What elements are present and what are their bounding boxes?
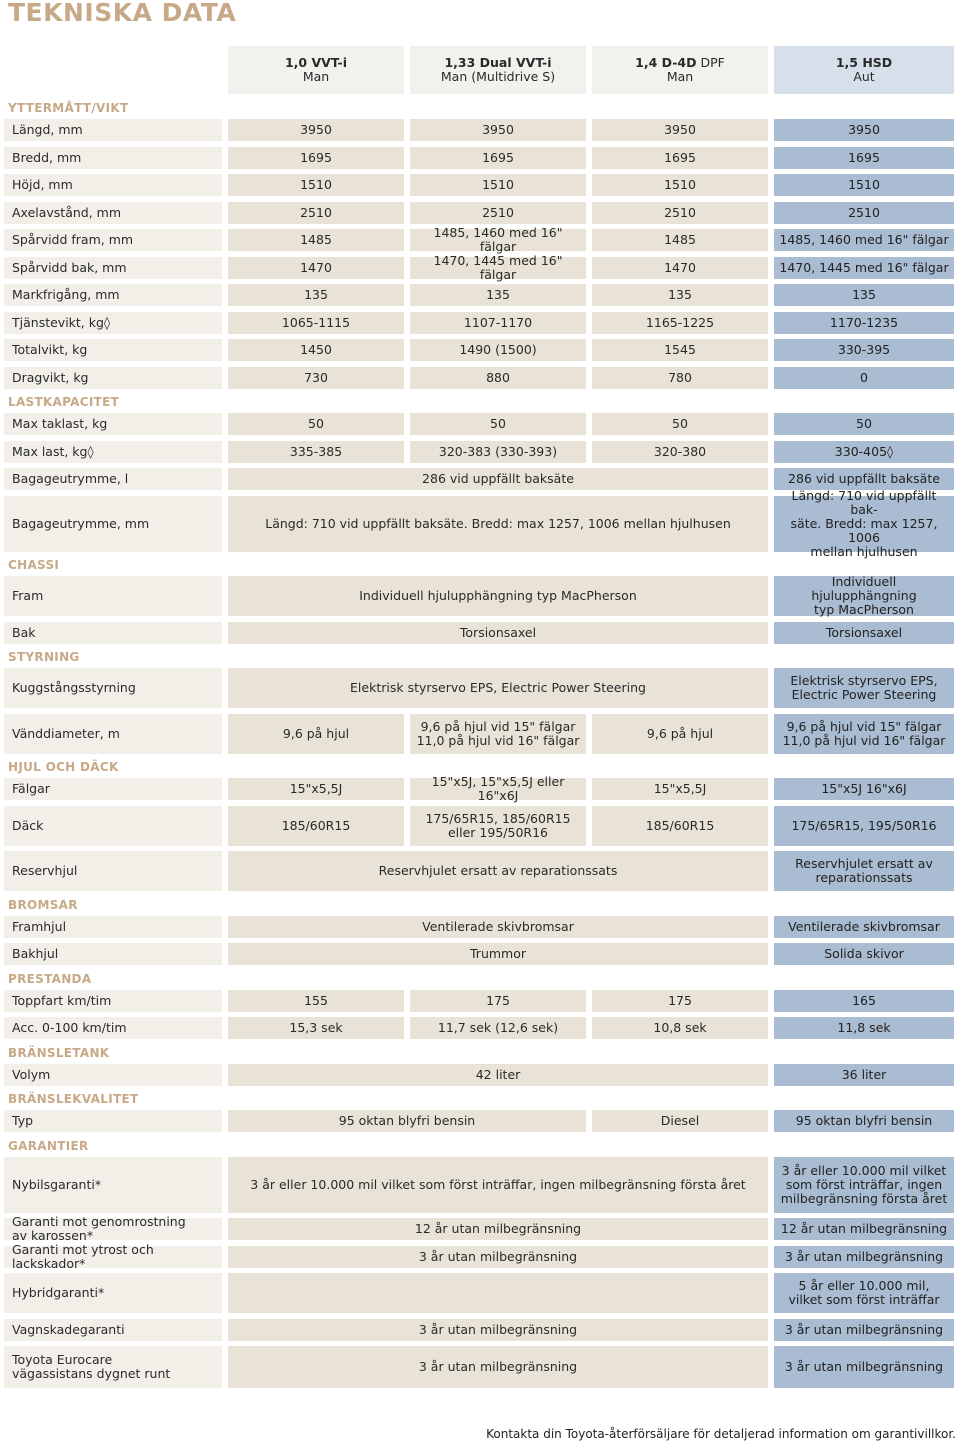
value-cell-text: 1490 (1500) <box>459 342 537 357</box>
row-label-text: Spårvidd bak, mm <box>12 259 127 275</box>
value-cell-text: 3950 <box>482 122 514 137</box>
hsd-value-cell <box>774 851 954 891</box>
row-label <box>4 284 222 306</box>
row-label-text: Garanti mot ytrost och lackskador* <box>12 1241 154 1271</box>
row-label-text: Tjänstevikt, kg◊ <box>12 314 111 330</box>
row-label <box>4 312 222 334</box>
value-cell <box>410 774 586 803</box>
value-cell <box>410 990 586 1012</box>
value-cell-text: 9,6 på hjul <box>646 725 714 741</box>
value-cell-text: 2510 <box>300 204 332 220</box>
column-header-1 <box>228 46 404 94</box>
value-cell <box>228 916 768 938</box>
column-model-name: 1,4 D-4D <box>635 55 697 70</box>
value-cell <box>228 668 768 708</box>
value-cell <box>228 1319 768 1341</box>
row-label <box>4 1017 222 1039</box>
value-cell <box>410 367 586 389</box>
value-cell <box>228 1064 768 1086</box>
hsd-value-cell-text: 36 liter <box>841 1066 887 1082</box>
row-label <box>4 668 222 708</box>
hsd-value-cell-text: Elektrisk styrservo EPS, Electric Power Steering <box>790 673 938 702</box>
hsd-value-cell <box>774 174 954 196</box>
value-cell <box>592 778 768 800</box>
section-title: HJUL OCH DÄCK <box>8 760 119 774</box>
value-cell <box>228 468 768 490</box>
value-cell-text: Reservhjulet ersatt av reparationssats <box>378 863 618 878</box>
value-cell <box>410 284 586 306</box>
hsd-value-cell <box>774 1157 954 1213</box>
value-cell <box>592 229 768 251</box>
hsd-value-cell-text: 9,6 på hjul vid 15" fälgar 11,0 på hjul vid 16" fälgar <box>782 718 946 748</box>
row-label-text: Dragvikt, kg <box>12 369 89 385</box>
hsd-value-cell <box>774 312 954 334</box>
row-label-text: Vänddiameter, m <box>12 725 120 741</box>
hsd-value-cell-text: Individuell hjulupphängning typ MacPherson <box>811 574 917 617</box>
row-label-text: Höjd, mm <box>12 177 73 192</box>
value-cell <box>228 413 404 435</box>
hsd-value-cell-text: 11,8 sek <box>837 1020 891 1035</box>
hsd-value-cell <box>774 1218 954 1240</box>
row-label <box>4 468 222 490</box>
hsd-value-cell <box>774 622 954 644</box>
value-cell-text: 3 år utan milbegränsning <box>418 1359 578 1374</box>
column-model-name: 1,0 VVT-i <box>284 55 347 70</box>
value-cell-text: Torsionsaxel <box>459 624 537 640</box>
row-label <box>4 367 222 389</box>
value-cell <box>228 119 404 141</box>
hsd-value-cell <box>774 1273 954 1313</box>
row-label <box>4 202 222 224</box>
row-label <box>4 441 222 463</box>
column-transmission: Man (Multidrive S) <box>440 69 556 84</box>
hsd-value-cell <box>774 990 954 1012</box>
value-cell <box>228 1017 404 1039</box>
row-label <box>4 496 222 552</box>
value-cell <box>228 806 404 846</box>
value-cell <box>410 252 586 282</box>
hsd-value-cell-text: 3950 <box>848 122 880 137</box>
row-label <box>4 1346 222 1388</box>
footer-note: Kontakta din Toyota-återförsäljare för detaljerad information om garantivillkor. <box>486 1427 956 1441</box>
hsd-value-cell <box>774 367 954 389</box>
column-transmission: Aut <box>853 69 875 84</box>
value-cell <box>592 806 768 846</box>
value-cell-text: 1510 <box>482 177 514 192</box>
value-cell <box>228 147 404 169</box>
hsd-value-cell-text: 330-395 <box>837 342 891 357</box>
value-cell-text: 1165-1225 <box>645 314 715 330</box>
value-cell <box>410 225 586 254</box>
value-cell-text: Elektrisk styrservo EPS, Electric Power Steering <box>350 680 646 695</box>
value-cell-text: 1695 <box>300 149 332 165</box>
value-cell-text: 880 <box>486 369 510 385</box>
section-title: BRÄNSLEKVALITET <box>8 1092 139 1106</box>
row-label-text: Hybridgaranti* <box>12 1285 105 1300</box>
value-cell <box>410 339 586 361</box>
row-label <box>4 1319 222 1341</box>
value-cell-text: 335-385 <box>289 443 343 459</box>
row-label-text: Axelavstånd, mm <box>12 204 122 220</box>
hsd-value-cell-text: 1170-1235 <box>829 314 899 330</box>
value-cell <box>592 119 768 141</box>
hsd-value-cell-text: 1510 <box>848 177 880 192</box>
section-title: LASTKAPACITET <box>8 395 120 409</box>
value-cell <box>228 257 404 279</box>
value-cell-text: 15"x5,5J <box>289 781 343 796</box>
value-cell-text: 1450 <box>300 342 332 357</box>
value-cell-text: Trummor <box>470 946 526 961</box>
hsd-value-cell <box>774 916 954 938</box>
value-cell-text: 1485 <box>664 232 696 247</box>
value-cell-text: 50 <box>308 416 324 431</box>
hsd-value-cell <box>774 1346 954 1388</box>
row-label-text: Markfrigång, mm <box>12 287 120 302</box>
column-header-2 <box>410 46 586 94</box>
row-label <box>4 1157 222 1213</box>
row-label-text: Max taklast, kg <box>12 416 108 431</box>
value-cell <box>228 441 404 463</box>
section-title: YTTERMÅTT/VIKT <box>8 101 129 115</box>
row-label-text: Fälgar <box>12 781 50 796</box>
hsd-value-cell <box>774 284 954 306</box>
hsd-value-cell <box>774 943 954 965</box>
row-label <box>4 413 222 435</box>
hsd-value-cell <box>774 257 954 279</box>
hsd-value-cell-text: 12 år utan milbegränsning <box>780 1221 948 1236</box>
row-label-text: Bagageutrymme, l <box>12 471 129 486</box>
value-cell-text: 50 <box>490 416 506 431</box>
hsd-value-cell <box>774 1246 954 1268</box>
column-header-4 <box>774 46 954 94</box>
value-cell <box>410 413 586 435</box>
hsd-value-cell <box>774 714 954 754</box>
value-cell-text: 15,3 sek <box>289 1020 343 1035</box>
value-cell <box>592 202 768 224</box>
row-label-text: Acc. 0-100 km/tim <box>12 1020 127 1035</box>
hsd-value-cell <box>774 576 954 616</box>
value-cell-text: 780 <box>668 369 692 385</box>
value-cell <box>228 990 404 1012</box>
column-model <box>444 56 551 70</box>
column-transmission: Man <box>302 69 330 84</box>
value-cell-text: 185/60R15 <box>645 817 715 833</box>
row-label-text: Totalvikt, kg <box>12 342 88 357</box>
value-cell <box>228 851 768 891</box>
row-label <box>4 943 222 965</box>
row-label-text: Bak <box>12 624 36 640</box>
row-label-text: Toyota Eurocare vägassistans dygnet runt <box>12 1352 171 1381</box>
hsd-value-cell <box>774 202 954 224</box>
hsd-value-cell-text: 1470, 1445 med 16" fälgar <box>779 259 949 275</box>
hsd-value-cell-text: 175/65R15, 195/50R16 <box>791 817 937 833</box>
value-cell <box>592 257 768 279</box>
value-cell <box>228 202 404 224</box>
row-label-text: Bakhjul <box>12 946 59 961</box>
value-cell <box>592 367 768 389</box>
hsd-value-cell <box>774 1017 954 1039</box>
column-transmission: Man <box>666 69 694 84</box>
value-cell-text: 10,8 sek <box>653 1020 707 1035</box>
value-cell <box>228 622 768 644</box>
column-model-name: 1,33 Dual VVT-i <box>444 55 552 70</box>
value-cell <box>410 312 586 334</box>
value-cell <box>228 1110 586 1132</box>
value-cell <box>228 284 404 306</box>
row-label-text: Reservhjul <box>12 863 78 878</box>
value-cell <box>592 312 768 334</box>
page-title: TEKNISKA DATA <box>8 0 237 27</box>
value-cell-text: 50 <box>672 416 688 431</box>
hsd-value-cell <box>774 441 954 463</box>
row-label-text: Fram <box>12 588 44 603</box>
hsd-value-cell-text: 50 <box>856 416 872 431</box>
value-cell <box>410 147 586 169</box>
row-label <box>4 257 222 279</box>
value-cell <box>592 284 768 306</box>
value-cell <box>592 147 768 169</box>
value-cell <box>592 174 768 196</box>
hsd-value-cell-text: 3 år utan milbegränsning <box>784 1248 944 1264</box>
row-label-text: Nybilsgaranti* <box>12 1176 102 1192</box>
value-cell-text: 3 år utan milbegränsning <box>418 1248 578 1264</box>
hsd-value-cell-text: 135 <box>852 287 876 302</box>
value-cell-text: Diesel <box>660 1113 700 1128</box>
row-label <box>4 778 222 800</box>
value-cell-text: 1485, 1460 med 16" fälgar <box>433 225 563 254</box>
section-title: CHASSI <box>8 558 60 572</box>
column-model <box>285 56 347 70</box>
value-cell-text: 286 vid uppfällt baksäte <box>422 471 574 486</box>
value-cell <box>592 714 768 754</box>
hsd-value-cell <box>774 229 954 251</box>
hsd-value-cell-text: 2510 <box>848 204 880 220</box>
row-label-text: Max last, kg◊ <box>12 443 94 459</box>
value-cell <box>228 778 404 800</box>
hsd-value-cell-text: Reservhjulet ersatt av reparationssats <box>795 856 933 885</box>
hsd-value-cell-text: Solida skivor <box>824 946 904 961</box>
hsd-value-cell-text: 3 år utan milbegränsning <box>784 1359 944 1374</box>
row-label <box>4 1110 222 1132</box>
value-cell-text: 1695 <box>664 149 696 165</box>
value-cell-text: Individuell hjulupphängning typ MacPherson <box>359 588 637 603</box>
value-cell-text: 12 år utan milbegränsning <box>414 1221 582 1236</box>
hsd-value-cell-text: 15"x5J 16"x6J <box>821 781 907 796</box>
row-label-text: Garanti mot genomrostning av karossen* <box>12 1214 186 1243</box>
value-cell-text: 3950 <box>664 122 696 137</box>
value-cell <box>592 413 768 435</box>
value-cell-text: 320-380 <box>653 443 707 459</box>
row-label <box>4 339 222 361</box>
row-label <box>4 622 222 644</box>
hsd-value-cell-text: 5 år eller 10.000 mil, vilket som först inträffar <box>788 1278 940 1307</box>
value-cell <box>410 441 586 463</box>
value-cell <box>228 367 404 389</box>
value-cell <box>592 441 768 463</box>
row-label-text: Däck <box>12 817 44 833</box>
value-cell-text: 3950 <box>300 122 332 137</box>
value-cell-text: 9,6 på hjul <box>282 725 350 741</box>
column-header-3 <box>592 46 768 94</box>
row-label <box>4 229 222 251</box>
value-cell-text: 15"x5,5J <box>653 781 707 796</box>
value-cell <box>592 1110 768 1132</box>
value-cell <box>410 806 586 846</box>
hsd-value-cell-text: 1485, 1460 med 16" fälgar <box>779 232 949 247</box>
row-label-text: Bagageutrymme, mm <box>12 515 150 531</box>
value-cell <box>228 339 404 361</box>
value-cell-text: 135 <box>304 287 328 302</box>
value-cell <box>228 714 404 754</box>
row-label <box>4 851 222 891</box>
value-cell-text: 175 <box>668 992 692 1008</box>
row-label <box>4 147 222 169</box>
hsd-value-cell <box>774 806 954 846</box>
hsd-value-cell <box>774 147 954 169</box>
value-cell-text: 1470 <box>300 259 332 275</box>
value-cell-text: 3 år utan milbegränsning <box>418 1321 578 1337</box>
row-label <box>4 714 222 754</box>
hsd-value-cell-text: Längd: 710 vid uppfällt bak- säte. Bredd: max 1257, 1006 mellan hjulhusen <box>790 487 938 559</box>
section-title: BRÄNSLETANK <box>8 1045 110 1060</box>
value-cell-text: 1695 <box>482 149 514 165</box>
value-cell <box>228 174 404 196</box>
value-cell-text: Längd: 710 vid uppfällt baksäte. Bredd: max 1257, 1006 mellan hjulhusen <box>265 515 731 531</box>
value-cell <box>228 1157 768 1213</box>
hsd-value-cell-text: 1695 <box>848 149 880 165</box>
value-cell-text: 3 år eller 10.000 mil vilket som först inträffar, ingen milbegränsning första året <box>250 1176 746 1192</box>
row-label-text: Bredd, mm <box>12 149 82 165</box>
hsd-value-cell-text: 0 <box>860 369 868 385</box>
hsd-value-cell-text: 330-405◊ <box>834 443 894 459</box>
hsd-value-cell-text: 3 år utan milbegränsning <box>784 1321 944 1337</box>
column-model <box>635 56 725 70</box>
hsd-value-cell <box>774 1064 954 1086</box>
row-label-text: Kuggstångsstyrning <box>12 680 136 695</box>
hsd-value-cell-text: Torsionsaxel <box>825 624 903 640</box>
row-label-text: Längd, mm <box>12 122 83 137</box>
column-model-name: 1,5 HSD <box>835 55 893 70</box>
value-cell-text: 175/65R15, 185/60R15 eller 195/50R16 <box>425 810 571 840</box>
value-cell <box>228 1346 768 1388</box>
hsd-value-cell <box>774 1110 954 1132</box>
row-label <box>4 1214 222 1243</box>
hsd-value-cell-text: 165 <box>852 992 876 1008</box>
value-cell-text: 1485 <box>300 232 332 247</box>
hsd-value-cell <box>774 487 954 559</box>
value-cell-text: 320-383 (330-393) <box>438 443 558 459</box>
hsd-value-cell-text: 95 oktan blyfri bensin <box>795 1113 933 1128</box>
row-label-text: Vagnskadegaranti <box>12 1321 125 1337</box>
row-label <box>4 1273 222 1313</box>
value-cell <box>228 1273 768 1313</box>
value-cell-text: 2510 <box>482 204 514 220</box>
value-cell <box>410 1017 586 1039</box>
row-label-text: Framhjul <box>12 918 67 934</box>
row-label <box>4 174 222 196</box>
value-cell-text: 185/60R15 <box>281 817 351 833</box>
row-label-text: Volym <box>12 1066 51 1082</box>
value-cell-text: 1470 <box>664 259 696 275</box>
row-label-text: Spårvidd fram, mm <box>12 232 134 247</box>
value-cell-text: 1065-1115 <box>281 314 351 330</box>
value-cell-text: 1470, 1445 med 16" fälgar <box>433 252 563 282</box>
section-title: STYRNING <box>8 650 80 664</box>
row-label <box>4 119 222 141</box>
row-label <box>4 916 222 938</box>
hsd-value-cell-text: 286 vid uppfällt baksäte <box>788 471 940 486</box>
value-cell-text: 9,6 på hjul vid 15" fälgar 11,0 på hjul vid 16" fälgar <box>416 718 580 748</box>
hsd-value-cell <box>774 119 954 141</box>
column-model-suffix: DPF <box>696 55 725 70</box>
value-cell <box>592 339 768 361</box>
row-label-text: Typ <box>12 1113 34 1128</box>
value-cell <box>410 174 586 196</box>
row-label <box>4 806 222 846</box>
hsd-value-cell <box>774 339 954 361</box>
column-model <box>836 56 892 70</box>
value-cell-text: 11,7 sek (12,6 sek) <box>437 1020 559 1035</box>
value-cell <box>228 496 768 552</box>
row-label-text: Toppfart km/tim <box>12 992 112 1008</box>
value-cell-text: 1107-1170 <box>463 314 533 330</box>
value-cell <box>228 1246 768 1268</box>
hsd-value-cell-text: Ventilerade skivbromsar <box>788 918 940 934</box>
value-cell-text: 730 <box>304 369 328 385</box>
hsd-value-cell <box>774 668 954 708</box>
value-cell <box>228 229 404 251</box>
hsd-value-cell <box>774 1319 954 1341</box>
value-cell <box>592 1017 768 1039</box>
row-label <box>4 576 222 616</box>
value-cell-text: 135 <box>486 287 510 302</box>
value-cell-text: 1510 <box>664 177 696 192</box>
hsd-value-cell-text: 3 år eller 10.000 mil vilket som först inträffar, ingen milbegränsning första året <box>780 1162 948 1206</box>
value-cell-text: 155 <box>304 992 328 1008</box>
value-cell <box>228 943 768 965</box>
value-cell-text: 175 <box>486 992 510 1008</box>
row-label <box>4 990 222 1012</box>
row-label <box>4 1064 222 1086</box>
hsd-value-cell <box>774 468 954 490</box>
section-title: GARANTIER <box>8 1138 89 1153</box>
hsd-value-cell <box>774 413 954 435</box>
value-cell-text: Ventilerade skivbromsar <box>422 918 574 934</box>
value-cell-text: 135 <box>668 287 692 302</box>
value-cell-text: 15"x5J, 15"x5,5J eller 16"x6J <box>431 774 565 803</box>
value-cell-text: 95 oktan blyfri bensin <box>338 1113 476 1128</box>
value-cell-text: 1545 <box>664 342 696 357</box>
value-cell-text: 1510 <box>300 177 332 192</box>
value-cell-text: 42 liter <box>475 1066 521 1082</box>
value-cell <box>228 576 768 616</box>
value-cell <box>228 1218 768 1240</box>
section-title: PRESTANDA <box>8 971 92 986</box>
value-cell <box>410 119 586 141</box>
value-cell <box>410 714 586 754</box>
value-cell <box>592 990 768 1012</box>
hsd-value-cell <box>774 778 954 800</box>
value-cell <box>228 312 404 334</box>
value-cell-text: 2510 <box>664 204 696 220</box>
row-label <box>4 1241 222 1271</box>
section-title: BROMSAR <box>8 897 78 912</box>
value-cell <box>410 202 586 224</box>
